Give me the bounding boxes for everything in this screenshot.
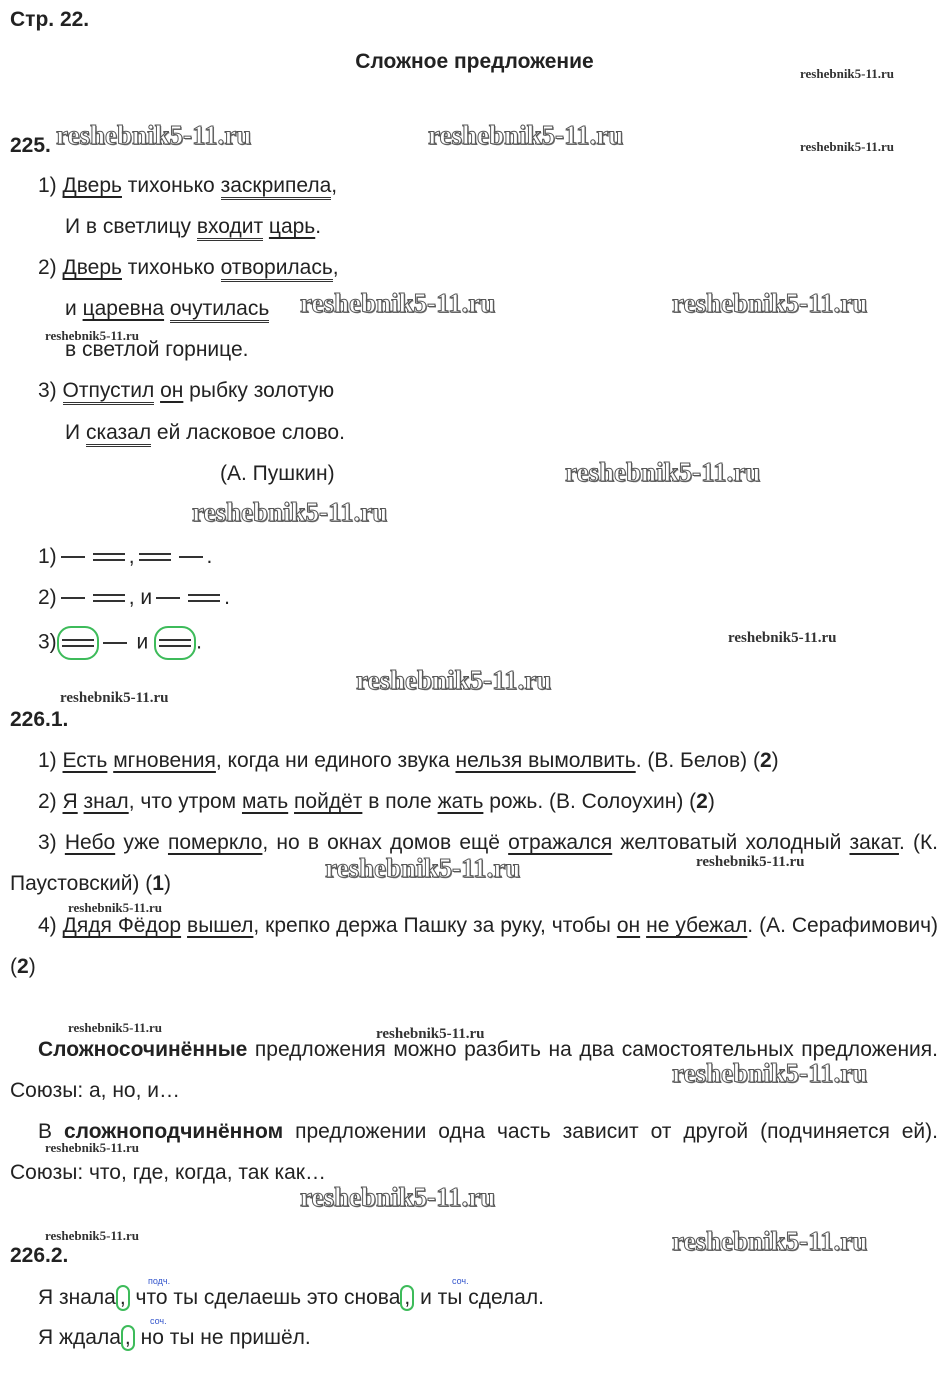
sentence: 2) Я знал, что утром мать пойдёт в поле жать рожь. (В. Солоухин) (2)	[38, 790, 715, 813]
sentence: Я знала , что ты сделаешь это снова , и ты сделал.	[38, 1286, 544, 1309]
watermark: reshebnik5-11.ru	[672, 1226, 868, 1256]
predicate: отражался	[508, 831, 613, 854]
watermark: reshebnik5-11.ru	[45, 1228, 140, 1243]
highlight-oval	[57, 626, 99, 660]
poem-line: и царевна очутилась	[65, 297, 269, 321]
watermark: reshebnik5-11.ru	[325, 853, 521, 883]
subject: он	[616, 914, 641, 937]
exercise-number: 226.1.	[10, 708, 69, 731]
watermark: reshebnik5-11.ru	[728, 630, 837, 646]
poem-line: в светлой горнице.	[65, 338, 249, 361]
predicate: не убежал	[646, 914, 748, 937]
watermark: reshebnik5-11.ru	[300, 1182, 496, 1212]
comma-highlight: ,	[400, 1285, 414, 1311]
sentence: 3) Небо уже померкло, но в окнах домов ещё отражался желтоватый холодный закат. (К. Паустовский) (1)	[10, 831, 939, 895]
predicate: жать	[437, 790, 484, 813]
watermark: reshebnik5-11.ru	[68, 900, 163, 915]
poem-line: И в светлицу входит царь.	[65, 215, 321, 239]
sentence: 1) Есть мгновения, когда ни единого звука нельзя вымолвить. (В. Белов) (2)	[38, 749, 779, 772]
sentence: Я ждала , но ты не пришёл.	[38, 1326, 311, 1349]
poem-line: 3) Отпустил он рыбку золотую	[38, 379, 334, 403]
scheme-3: 3) и .	[38, 626, 202, 660]
predicate: очутилась	[170, 297, 269, 323]
conjunction-tag: соч.	[452, 1276, 469, 1286]
poem-line: 1) Дверь тихонько заскрипела,	[38, 174, 337, 198]
predicate: пойдёт	[294, 790, 363, 813]
comma-highlight: ,	[121, 1325, 135, 1351]
poem-author: (А. Пушкин)	[220, 462, 335, 485]
poem-line: И сказал ей ласковое слово.	[65, 421, 345, 445]
highlight-oval	[154, 626, 196, 660]
predicate: померкло	[167, 831, 263, 854]
poem-line: 2) Дверь тихонько отворилась,	[38, 256, 339, 280]
subject: Я	[62, 790, 78, 813]
subject: мгновения	[113, 749, 216, 772]
subject: Дядя Фёдор	[62, 914, 182, 937]
subject: царевна	[82, 297, 165, 320]
theory-paragraph: Сложносочинённые предложения можно разбить на два самостоятельных предложения. Союзы: а, но, и…	[10, 1038, 938, 1102]
watermark: reshebnik5-11.ru	[565, 457, 761, 487]
comma-highlight: ,	[116, 1285, 130, 1311]
subject: Небо	[64, 831, 116, 854]
subject: Дверь	[62, 256, 122, 279]
subject: царь	[268, 215, 316, 238]
predicate: сказал	[86, 421, 151, 447]
subject: закат	[849, 831, 899, 854]
predicate: знал	[83, 790, 129, 813]
watermark: reshebnik5-11.ru	[356, 665, 552, 695]
conjunction-tag: соч.	[150, 1316, 167, 1326]
watermark: reshebnik5-11.ru	[68, 1020, 163, 1035]
watermark: reshebnik5-11.ru	[672, 1058, 868, 1088]
watermark: reshebnik5-11.ru	[300, 288, 496, 318]
predicate: вышел	[187, 914, 254, 937]
conjunction-tag: подч.	[148, 1276, 171, 1286]
exercise-number: 225.	[10, 134, 51, 157]
watermark: reshebnik5-11.ru	[45, 1140, 140, 1155]
predicate: Отпустил	[63, 379, 155, 405]
exercise-number: 226.2.	[10, 1244, 69, 1267]
watermark: reshebnik5-11.ru	[800, 66, 895, 81]
watermark: reshebnik5-11.ru	[696, 854, 805, 870]
scheme-1: 1) , .	[38, 545, 213, 568]
theory-paragraph: В сложноподчинённом предложении одна часть зависит от другой (подчиняется ей). Союзы: что, где, когда, так как…	[10, 1120, 938, 1184]
subject: Дверь	[62, 174, 122, 197]
predicate: заскрипела	[221, 174, 332, 200]
watermark: reshebnik5-11.ru	[56, 120, 252, 150]
watermark: reshebnik5-11.ru	[376, 1026, 485, 1042]
subject: он	[160, 379, 184, 402]
predicate: отворилась	[221, 256, 333, 282]
watermark: reshebnik5-11.ru	[428, 120, 624, 150]
subject: мать	[241, 790, 289, 813]
scheme-2: 2) , и .	[38, 586, 230, 609]
predicate: входит	[197, 215, 263, 241]
watermark: reshebnik5-11.ru	[60, 690, 169, 706]
watermark: reshebnik5-11.ru	[800, 139, 895, 154]
page-number: Стр. 22.	[10, 8, 90, 31]
predicate: нельзя вымолвить	[455, 749, 636, 772]
predicate: Есть	[62, 749, 108, 772]
watermark: reshebnik5-11.ru	[672, 288, 868, 318]
sentence: 4) Дядя Фёдор вышел, крепко держа Пашку за руку, чтобы он не убежал. (А. Серафимович) (2)	[10, 914, 939, 978]
page-title: Сложное предложение	[355, 50, 594, 73]
watermark: reshebnik5-11.ru	[45, 328, 140, 343]
watermark: reshebnik5-11.ru	[192, 497, 388, 527]
